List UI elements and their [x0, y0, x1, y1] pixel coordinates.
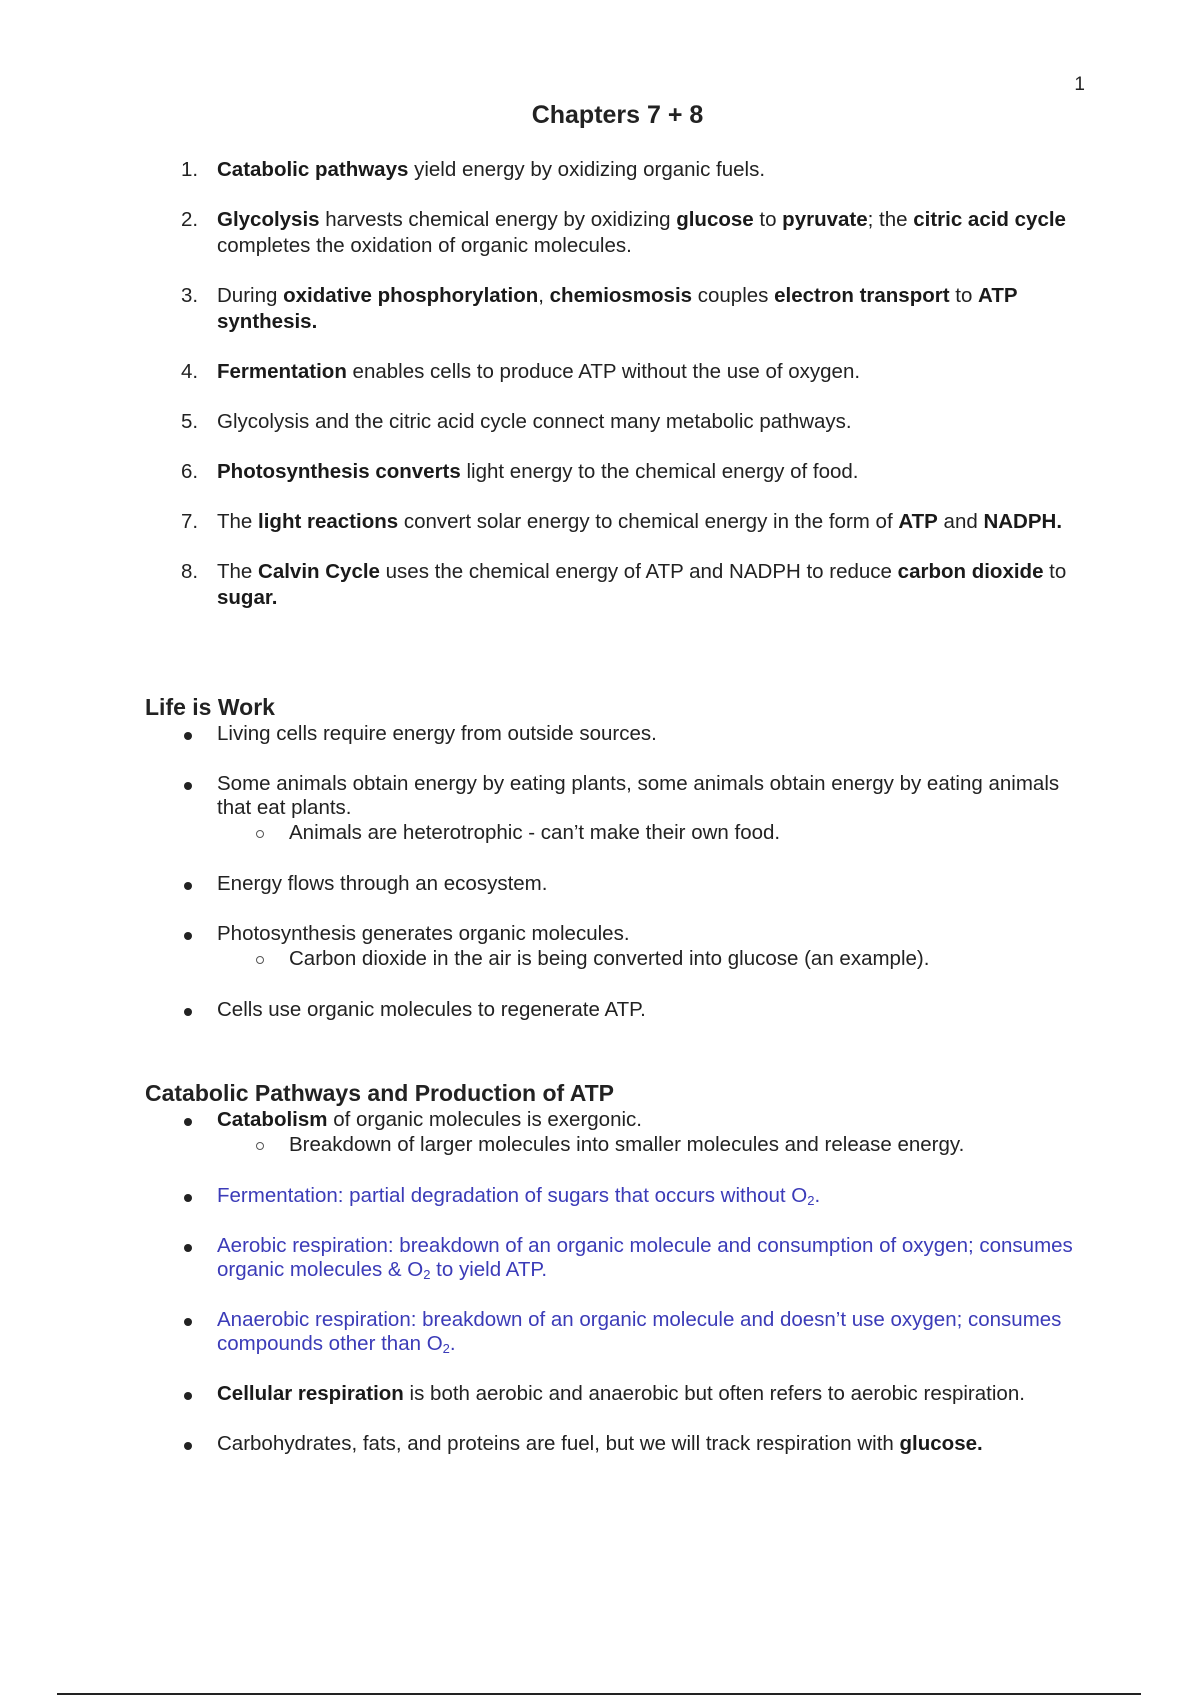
bullet-dot — [184, 1392, 192, 1400]
bullet-dot — [184, 1118, 192, 1126]
bullet-text: Living cells require energy from outside sources. — [217, 722, 657, 745]
objective-item — [145, 207, 1085, 259]
bullet-item-definition — [145, 1184, 1085, 1208]
bullet-dot — [184, 1008, 192, 1016]
objective-text: The Calvin Cycle uses the chemical energy of ATP and NADPH to reduce carbon dioxide to sugar. — [217, 560, 1067, 609]
objective-number: 8. — [181, 560, 199, 583]
objective-number: 3. — [181, 284, 199, 307]
bold-term: Cellular respiration — [217, 1382, 404, 1405]
objective-item — [145, 459, 1085, 485]
sub-bullet-item — [217, 1132, 1085, 1158]
bold-term: Calvin Cycle — [258, 560, 380, 583]
bullet-text: Carbohydrates, fats, and proteins are fuel, but we will track respiration with glucose. — [217, 1432, 983, 1455]
footer-divider — [57, 1693, 1141, 1695]
bullet-text: Cells use organic molecules to regenerate ATP. — [217, 998, 646, 1021]
objective-text: During oxidative phosphorylation, chemiosmosis couples electron transport to ATP synthesis. — [217, 284, 1018, 333]
bold-term: Fermentation — [217, 360, 347, 383]
bold-term: chemiosmosis — [549, 284, 693, 307]
bold-term: light reactions — [258, 510, 399, 533]
sub-bullet-circle — [256, 956, 264, 964]
bullet-item — [145, 1108, 1085, 1158]
bold-term: pyruvate — [782, 208, 868, 231]
bold-term: glucose — [676, 208, 754, 231]
page-title: Chapters 7 + 8 — [531, 101, 704, 129]
objective-text: Glycolysis harvests chemical energy by oxidizing glucose to pyruvate; the citric acid cycle completes the oxidation of organic molecules. — [217, 208, 1066, 257]
sub-bullet-item — [217, 820, 1085, 846]
subscript: 2 — [442, 1341, 450, 1356]
bullet-dot — [184, 1442, 192, 1450]
bullet-dot — [184, 1194, 192, 1202]
objective-text: Catabolic pathways yield energy by oxidizing organic fuels. — [217, 158, 766, 181]
bold-term: sugar. — [217, 586, 278, 609]
objective-number: 6. — [181, 460, 199, 483]
objective-number: 7. — [181, 510, 199, 533]
objective-item — [145, 283, 1085, 335]
bullet-dot — [184, 882, 192, 890]
bullet-item — [145, 998, 1085, 1022]
bold-term: Photosynthesis converts — [217, 460, 461, 483]
bullet-item — [145, 772, 1085, 846]
section-heading-life-is-work: Life is Work — [145, 694, 275, 720]
bullet-item — [145, 722, 1085, 746]
catabolic-pathways-bullets — [145, 1108, 1085, 1482]
bullet-text: Catabolism of organic molecules is exergonic. — [217, 1108, 642, 1131]
bullet-dot — [184, 1318, 192, 1326]
sub-bullet-text: Animals are heterotrophic - can’t make their own food. — [289, 821, 781, 844]
sub-bullet-list — [217, 946, 1085, 972]
section-heading-catabolic-pathways: Catabolic Pathways and Production of ATP — [145, 1080, 614, 1106]
sub-bullet-circle — [256, 830, 264, 838]
subscript: 2 — [423, 1267, 431, 1282]
bold-term: Catabolic pathways — [217, 158, 409, 181]
bullet-dot — [184, 732, 192, 740]
bullet-text: Anaerobic respiration: breakdown of an organic molecule and doesn’t use oxygen; consumes compounds other than $O_2$. — [217, 1308, 1062, 1356]
sub-bullet-list — [217, 820, 1085, 846]
subscript: 2 — [807, 1193, 815, 1208]
bullet-item — [145, 1382, 1085, 1406]
bold-term: oxidative phosphorylation — [283, 284, 539, 307]
bullet-item — [145, 922, 1085, 972]
objective-item — [145, 559, 1085, 611]
bold-term: glucose. — [899, 1432, 983, 1455]
page-number: 1 — [1074, 74, 1085, 95]
bullet-item — [145, 872, 1085, 896]
bullet-item-definition — [145, 1308, 1085, 1356]
sub-bullet-text: Breakdown of larger molecules into smaller molecules and release energy. — [289, 1133, 965, 1156]
bullet-item-definition — [145, 1234, 1085, 1282]
bold-term: citric acid cycle — [913, 208, 1066, 231]
objective-item — [145, 509, 1085, 535]
bullet-dot — [184, 932, 192, 940]
objective-number: 2. — [181, 208, 199, 231]
objective-text: Fermentation enables cells to produce ATP without the use of oxygen. — [217, 360, 861, 383]
bold-term: ATP synthesis. — [217, 284, 1018, 333]
bullet-text: Cellular respiration is both aerobic and anaerobic but often refers to aerobic respiration. — [217, 1382, 1025, 1405]
objective-text: Glycolysis and the citric acid cycle connect many metabolic pathways. — [217, 410, 852, 433]
bold-term: Glycolysis — [217, 208, 320, 231]
objective-item — [145, 157, 1085, 183]
life-is-work-bullets — [145, 722, 1085, 1048]
sub-bullet-circle — [256, 1142, 264, 1150]
bullet-text: Some animals obtain energy by eating plants, some animals obtain energy by eating animals that eat plants. — [217, 772, 1060, 819]
sub-bullet-text: Carbon dioxide in the air is being converted into glucose (an example). — [289, 947, 930, 970]
bold-term: electron transport — [774, 284, 950, 307]
sub-bullet-item — [217, 946, 1085, 972]
objective-item — [145, 409, 1085, 435]
objective-text: The light reactions convert solar energy to chemical energy in the form of ATP and NADPH. — [217, 510, 1063, 533]
bold-term: Catabolism — [217, 1108, 328, 1131]
bullet-dot — [184, 782, 192, 790]
objective-number: 1. — [181, 158, 199, 181]
objective-number: 4. — [181, 360, 199, 383]
bullet-text: Fermentation: partial degradation of sugars that occurs without $O_2$. — [217, 1184, 821, 1208]
bold-term: ATP — [898, 510, 938, 533]
bullet-text: Energy flows through an ecosystem. — [217, 872, 548, 895]
objective-item — [145, 359, 1085, 385]
objective-text: Photosynthesis converts light energy to the chemical energy of food. — [217, 460, 859, 483]
bullet-dot — [184, 1244, 192, 1252]
objective-number: 5. — [181, 410, 199, 433]
learning-objectives-list — [145, 157, 1085, 635]
bold-term: NADPH. — [983, 510, 1063, 533]
sub-bullet-list — [217, 1132, 1085, 1158]
bullet-item — [145, 1432, 1085, 1456]
bullet-text: Photosynthesis generates organic molecules. — [217, 922, 630, 945]
bold-term: carbon dioxide — [897, 560, 1044, 583]
bullet-text: Aerobic respiration: breakdown of an organic molecule and consumption of oxygen; consumes organic molecules & $O_2$ to yield ATP. — [217, 1234, 1073, 1282]
